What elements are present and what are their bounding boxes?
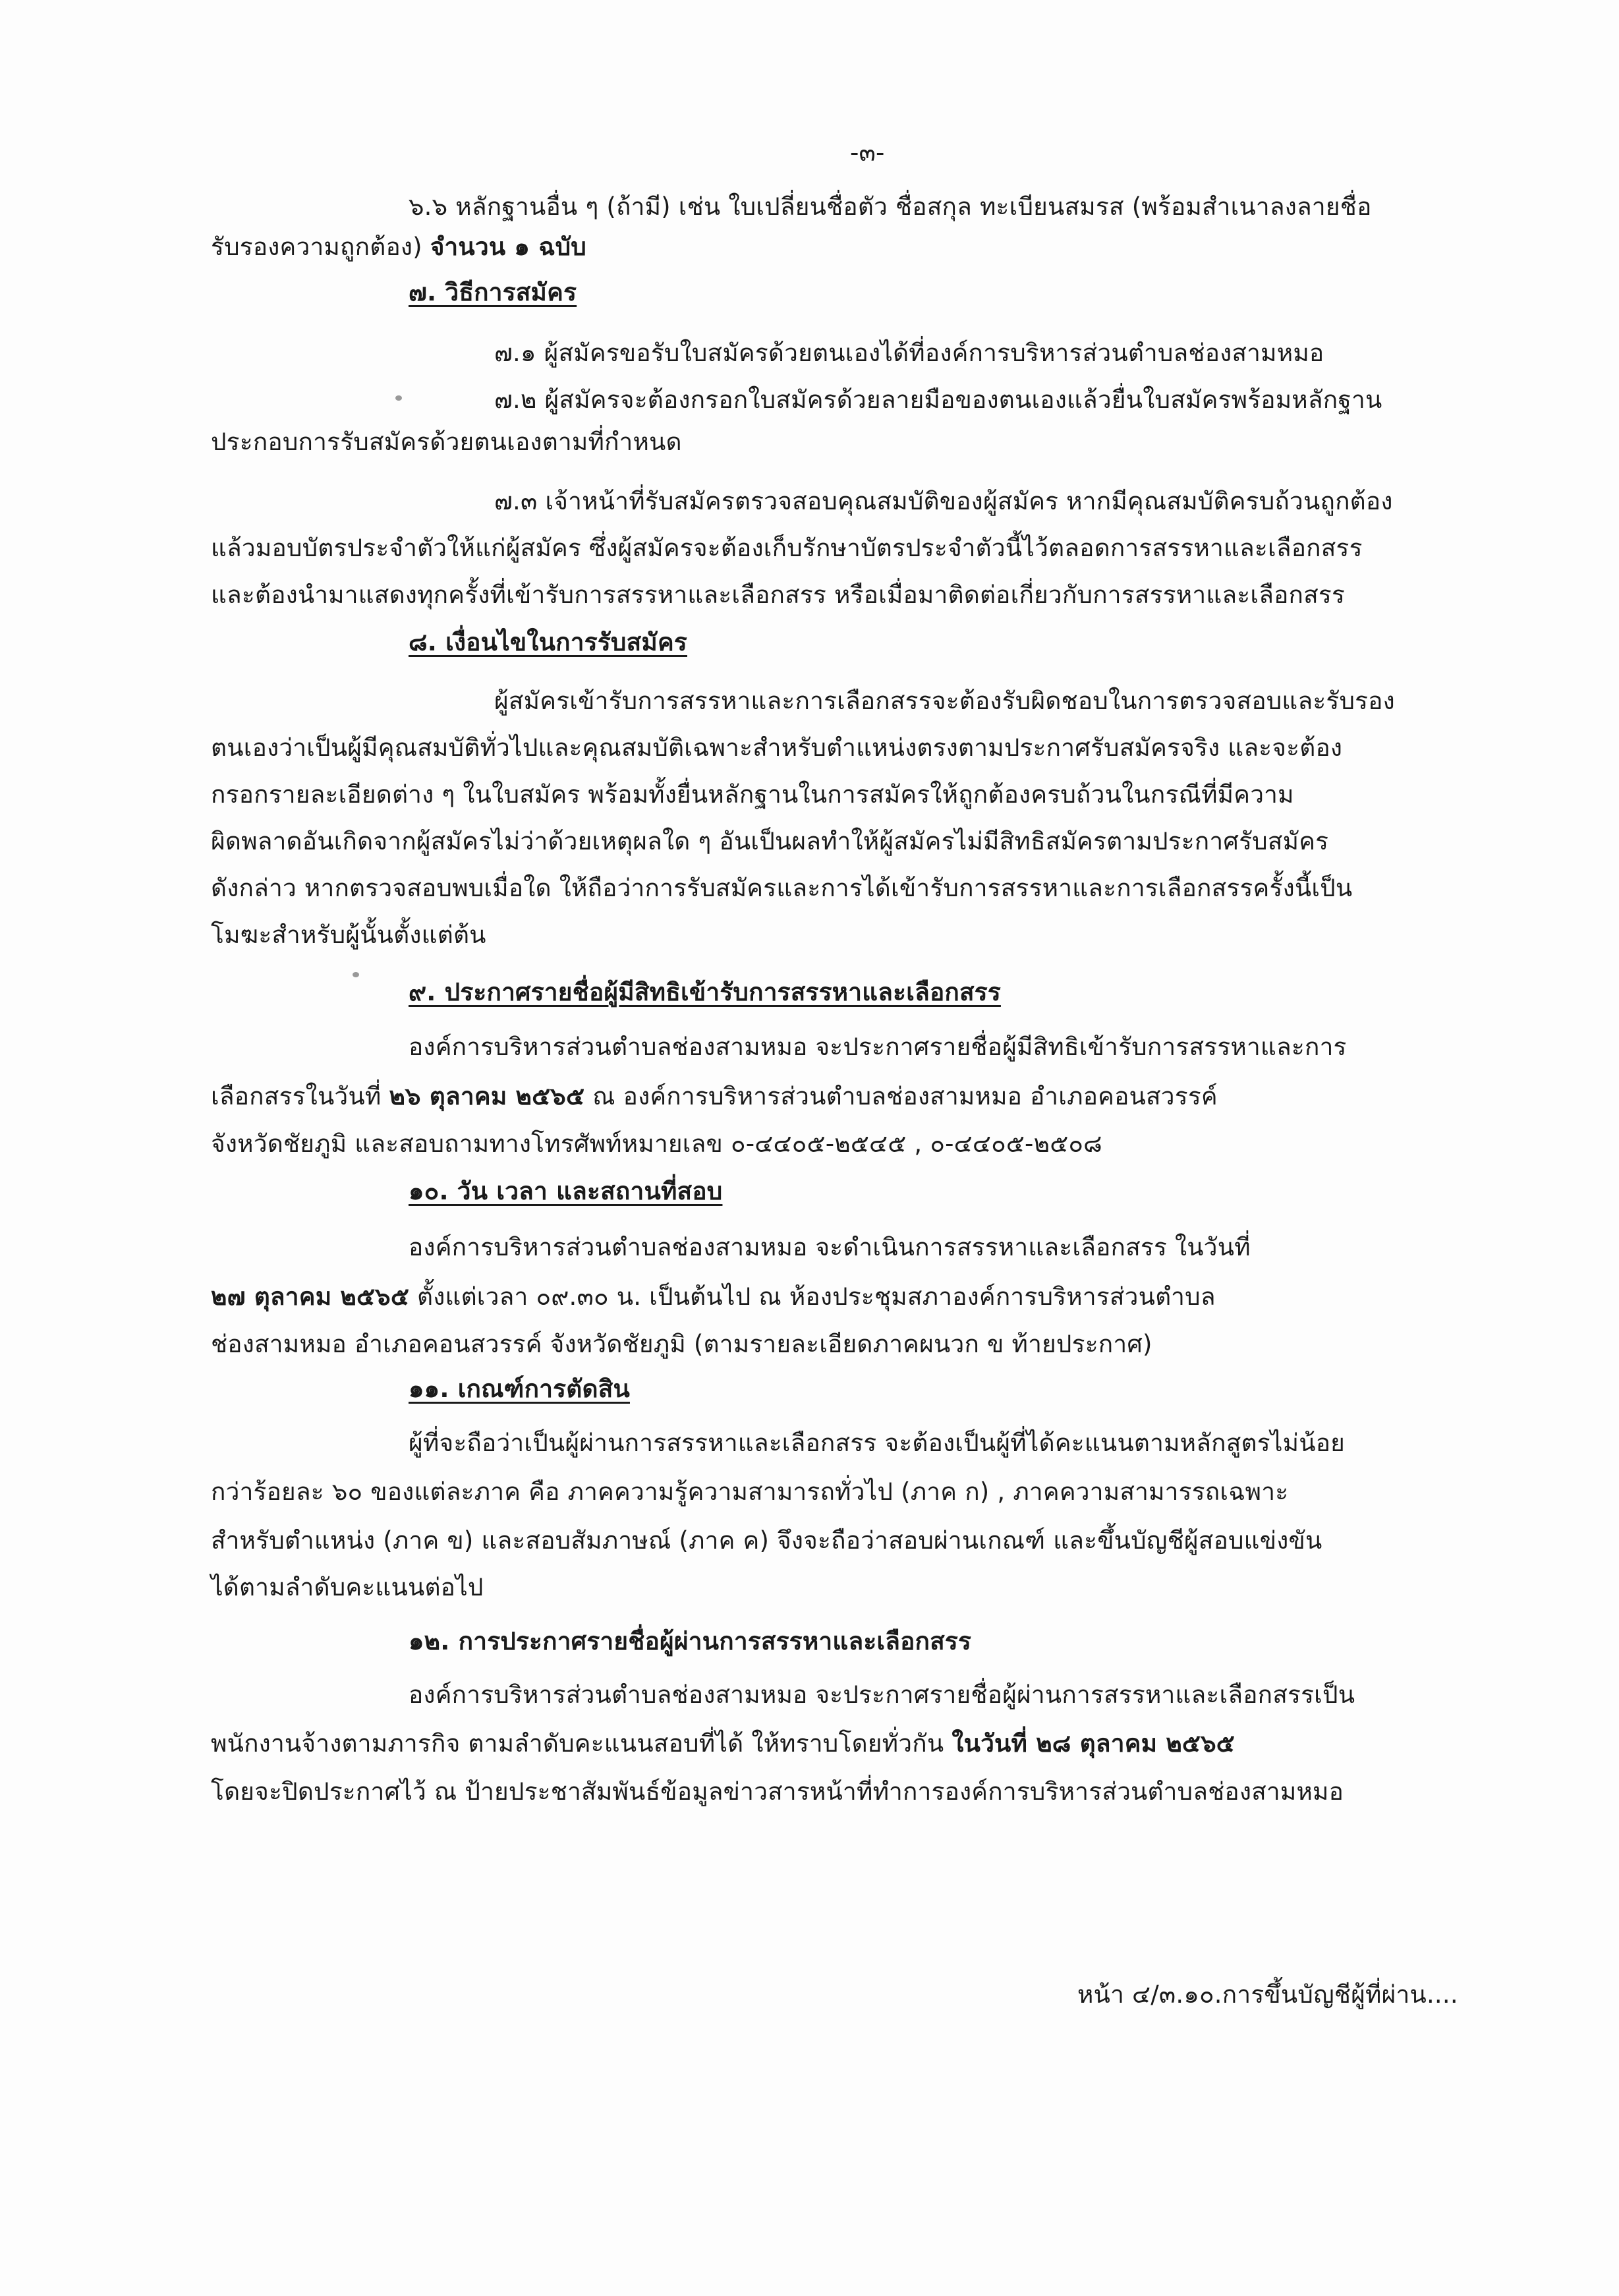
- section-9-heading: ๙. ประกาศรายชื่อผู้มีสิทธิเข้ารับการสรรหาและเลือกสรร: [409, 978, 1001, 1006]
- item-7-3-line-1: ๗.๓ เจ้าหน้าที่รับสมัครตรวจสอบคุณสมบัติของผู้สมัคร หากมีคุณสมบัติครบถ้วนถูกต้อง: [494, 487, 1393, 515]
- section-11-line-3: สำหรับตำแหน่ง (ภาค ข) และสอบสัมภาษณ์ (ภาค ค) จึงจะถือว่าสอบผ่านเกณฑ์ และขึ้นบัญชีผู้สอบแข่งขัน: [211, 1526, 1322, 1555]
- scan-speck: [353, 972, 359, 977]
- item-7-2-line-2: ประกอบการรับสมัครด้วยตนเองตามที่กำหนด: [211, 428, 682, 456]
- section-8-heading: ๘. เงื่อนไขในการรับสมัคร: [409, 628, 687, 656]
- section-10-line-3: ช่องสามหมอ อำเภอคอนสวรรค์ จังหวัดชัยภูมิ (ตามรายละเอียดภาคผนวก ข ท้ายประกาศ): [211, 1330, 1152, 1358]
- section-10-heading: ๑๐. วัน เวลา และสถานที่สอบ: [409, 1177, 723, 1205]
- section-11-heading: ๑๑. เกณฑ์การตัดสิน: [409, 1375, 630, 1403]
- section-11-line-1: ผู้ที่จะถือว่าเป็นผู้ผ่านการสรรหาและเลือกสรร จะต้องเป็นผู้ที่ได้คะแนนตามหลักสูตรไม่น้อย: [409, 1429, 1346, 1457]
- item-6-6-line-1: ๖.๖ หลักฐานอื่น ๆ (ถ้ามี) เช่น ใบเปลี่ยนชื่อตัว ชื่อสกุล ทะเบียนสมรส (พร้อมสำเนาลงลายชื่อ: [409, 192, 1372, 221]
- section-11-line-4: ได้ตามลำดับคะแนนต่อไป: [211, 1573, 484, 1601]
- section-9-line-3: จังหวัดชัยภูมิ และสอบถามทางโทรศัพท์หมายเลข ๐-๔๔๐๕-๒๕๔๕ , ๐-๔๔๐๕-๒๕๐๘: [211, 1130, 1102, 1158]
- section-10-line-2: ๒๗ ตุลาคม ๒๕๖๕ ตั้งแต่เวลา ๐๙.๓๐ น. เป็นต้นไป ณ ห้องประชุมสภาองค์การบริหารส่วนตำบล: [211, 1282, 1216, 1311]
- section-9-line-1: องค์การบริหารส่วนตำบลช่องสามหมอ จะประกาศรายชื่อผู้มีสิทธิเข้ารับการสรรหาและการ: [409, 1033, 1347, 1061]
- section-9-line-2: เลือกสรรในวันที่ ๒๖ ตุลาคม ๒๕๖๕ ณ องค์การบริหารส่วนตำบลช่องสามหมอ อำเภอคอนสวรรค์: [211, 1082, 1218, 1110]
- scan-speck: [395, 395, 402, 401]
- section-8-line-6: โมฆะสำหรับผู้นั้นตั้งแต่ต้น: [211, 921, 486, 949]
- section-7-heading: ๗. วิธีการสมัคร: [409, 278, 577, 306]
- item-7-2-line-1: ๗.๒ ผู้สมัครจะต้องกรอกใบสมัครด้วยลายมือของตนเองแล้วยื่นใบสมัครพร้อมหลักฐาน: [494, 386, 1382, 414]
- section-10-line-1: องค์การบริหารส่วนตำบลช่องสามหมอ จะดำเนินการสรรหาและเลือกสรร ในวันที่: [409, 1233, 1251, 1261]
- item-7-3-line-3: และต้องนำมาแสดงทุกครั้งที่เข้ารับการสรรหาและเลือกสรร หรือเมื่อมาติดต่อเกี่ยวกับการสรรหาและเลือกสรร: [211, 581, 1346, 609]
- section-12-line-2: พนักงานจ้างตามภารกิจ ตามลำดับคะแนนสอบที่ได้ ให้ทราบโดยทั่วกัน ในวันที่ ๒๘ ตุลาคม ๒๕๖๕: [211, 1729, 1236, 1758]
- item-7-3-line-2: แล้วมอบบัตรประจำตัวให้แก่ผู้สมัคร ซึ่งผู้สมัครจะต้องเก็บรักษาบัตรประจำตัวนี้ไว้ตลอดการสรรหาและเลือกสรร: [211, 534, 1363, 562]
- item-6-6-line-2: รับรองความถูกต้อง) จำนวน ๑ ฉบับ: [211, 233, 586, 261]
- section-11-line-2: กว่าร้อยละ ๖๐ ของแต่ละภาค คือ ภาคความรู้ความสามารถทั่วไป (ภาค ก) , ภาคความสามารรถเฉพาะ: [211, 1478, 1289, 1506]
- section-8-line-2: ตนเองว่าเป็นผู้มีคุณสมบัติทั่วไปและคุณสมบัติเฉพาะสำหรับตำแหน่งตรงตามประกาศรับสมัครจริง และจะต้อง: [211, 733, 1343, 762]
- item-7-1: ๗.๑ ผู้สมัครขอรับใบสมัครด้วยตนเองได้ที่องค์การบริหารส่วนตำบลช่องสามหมอ: [494, 339, 1324, 367]
- footer-continuation-note: หน้า ๔/๓.๑๐.การขึ้นบัญชีผู้ที่ผ่าน....: [1077, 1980, 1458, 2009]
- section-8-line-4: ผิดพลาดอันเกิดจากผู้สมัครไม่ว่าด้วยเหตุผลใด ๆ อันเป็นผลทำให้ผู้สมัครไม่มีสิทธิสมัครตามประกาศรับสมัคร: [211, 827, 1329, 855]
- section-8-line-5: ดังกล่าว หากตรวจสอบพบเมื่อใด ให้ถือว่าการรับสมัครและการได้เข้ารับการสรรหาและการเลือกสรรครั้งนี้เป็น: [211, 874, 1353, 902]
- section-12-line-3: โดยจะปิดประกาศไว้ ณ ป้ายประชาสัมพันธ์ข้อมูลข่าวสารหน้าที่ทำการองค์การบริหารส่วนตำบลช่องสามหมอ: [211, 1777, 1344, 1806]
- section-8-line-1: ผู้สมัครเข้ารับการสรรหาและการเลือกสรรจะต้องรับผิดชอบในการตรวจสอบและรับรอง: [494, 687, 1395, 715]
- page-number: -๓-: [850, 138, 885, 167]
- section-12-line-1: องค์การบริหารส่วนตำบลช่องสามหมอ จะประกาศรายชื่อผู้ผ่านการสรรหาและเลือกสรรเป็น: [409, 1680, 1355, 1709]
- section-8-line-3: กรอกรายละเอียดต่าง ๆ ในใบสมัคร พร้อมทั้งยื่นหลักฐานในการสมัครให้ถูกต้องครบถ้วนในกรณีที่มีความ: [211, 780, 1294, 809]
- section-12-heading: ๑๒. การประกาศรายชื่อผู้ผ่านการสรรหาและเลือกสรร: [409, 1627, 972, 1655]
